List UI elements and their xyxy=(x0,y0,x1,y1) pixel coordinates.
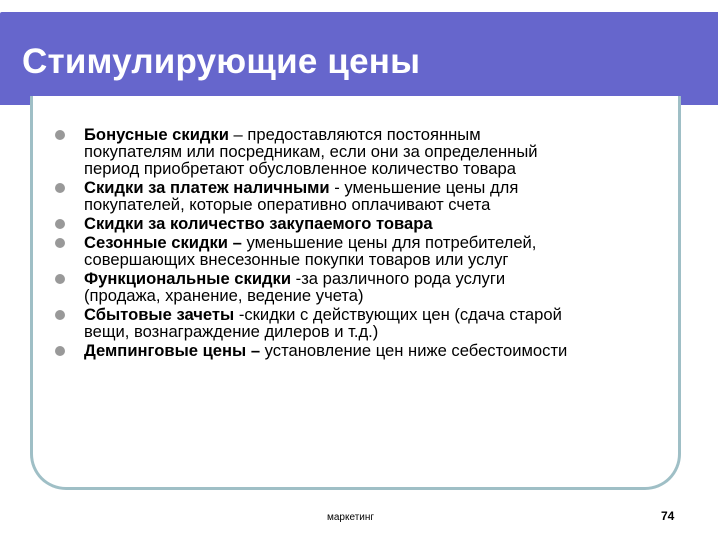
bullet-list xyxy=(34,126,684,361)
bullet-term: Скидки за количество закупаемого товара xyxy=(84,214,433,233)
bullet-term: Функциональные скидки xyxy=(84,269,292,288)
bullet-text: – предоставляются постоянным xyxy=(228,125,481,144)
bullet-term: Сбытовые зачеты xyxy=(84,305,235,324)
bullet-item xyxy=(34,215,684,232)
bullet-text: вещи, вознаграждение дилеров и т.д.) xyxy=(84,322,379,341)
bullet-icon xyxy=(55,310,65,320)
bullet-text: покупателей, которые оперативно оплачивают счета xyxy=(84,195,491,214)
bullet-text: период приобретают обусловленное количество товара xyxy=(84,159,516,178)
bullet-icon xyxy=(55,130,65,140)
footer-text: маркетинг xyxy=(327,512,375,523)
bullet-text: совершающих внесезонные покупки товаров или услуг xyxy=(84,250,509,269)
bullet-item xyxy=(34,306,684,340)
bullet-item xyxy=(34,234,684,268)
bullet-icon xyxy=(55,346,65,356)
bullet-item xyxy=(34,126,684,177)
bullet-term: Сезонные скидки – xyxy=(84,233,242,252)
slide-title: Стимулирующие цены xyxy=(22,42,421,81)
bullet-icon xyxy=(55,238,65,248)
title-band xyxy=(0,12,718,105)
bullet-text: уменьшение цены для потребителей, xyxy=(241,233,537,252)
bullet-term: Бонусные скидки xyxy=(84,125,229,144)
bullet-item xyxy=(34,179,684,213)
bullet-term: Скидки за платеж наличными xyxy=(84,178,330,197)
bullet-text: покупателям или посредникам, если они за определенный xyxy=(84,142,538,161)
bullet-icon xyxy=(55,219,65,229)
bullet-item xyxy=(34,270,684,304)
bullet-text: (продажа, хранение, ведение учета) xyxy=(84,286,364,305)
bullet-icon xyxy=(55,274,65,284)
bullet-text: установление цен ниже себестоимости xyxy=(260,341,568,360)
bullet-item xyxy=(34,342,684,359)
bullet-text: -за различного рода услуги xyxy=(291,269,506,288)
bullet-text: - уменьшение цены для xyxy=(329,178,519,197)
bullet-term: Демпинговые цены – xyxy=(84,341,261,360)
bullet-text: -скидки с действующих цен (сдача старой xyxy=(234,305,562,324)
page-number: 74 xyxy=(661,509,675,523)
bullet-icon xyxy=(55,183,65,193)
